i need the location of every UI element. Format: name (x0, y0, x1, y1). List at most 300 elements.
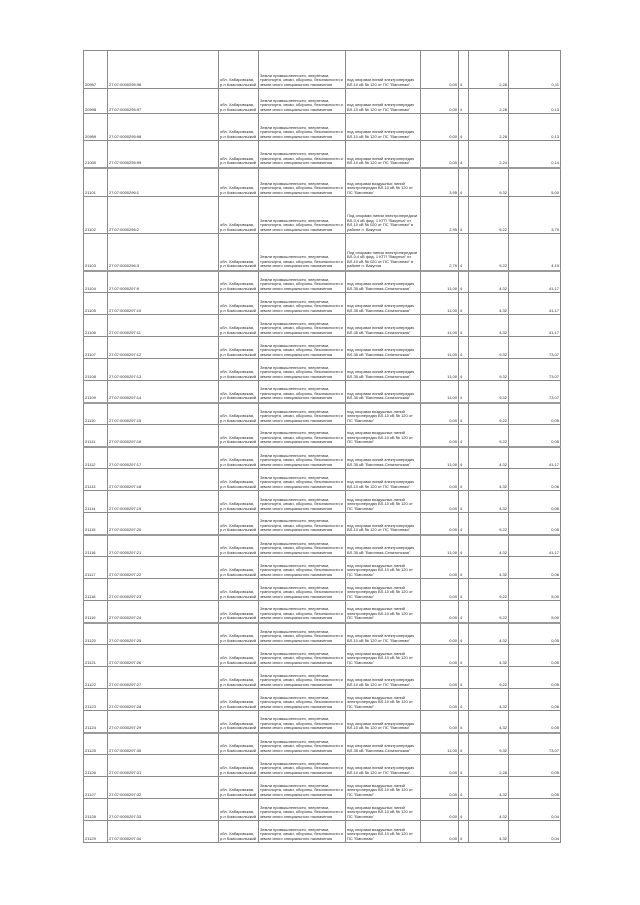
cell-group-code: 4 (459, 601, 469, 623)
cell-cadastral-number: 27:07:0000297:22 (108, 557, 219, 579)
cell-permitted-use: под опорами линий электропередач ВЛ-35 кВ "Вагонная-Селихинская" (346, 447, 421, 469)
cell-rate: 4,32 (469, 557, 509, 579)
cell-rate: 2,28 (469, 114, 509, 141)
cell-location: обл. Хабаровская, р-н Комсомольский (219, 623, 259, 645)
cell-cadastral-number: 27:07:0000297:30 (108, 733, 219, 755)
table-row (84, 315, 561, 337)
cell-rate: 9,22 (469, 425, 509, 447)
cell-location: обл. Хабаровская, р-н Комсомольский (219, 141, 259, 168)
cell-row-id: 21117 (84, 557, 108, 579)
cell-group-code: 4 (459, 359, 469, 381)
cell-area: 11,00 (421, 337, 459, 359)
cell-location: обл. Хабаровская, р-н Комсомольский (219, 601, 259, 623)
cell-area: 0,00 (421, 623, 459, 645)
table-row (84, 689, 561, 711)
cell-rate: 2,28 (469, 89, 509, 114)
table-row (84, 777, 561, 799)
cell-row-id: 21122 (84, 667, 108, 689)
cell-area: 11,00 (421, 447, 459, 469)
cell-row-id: 21121 (84, 645, 108, 667)
cell-group-code: 4 (459, 315, 469, 337)
cell-group-code: 4 (459, 821, 469, 843)
cell-cadastral-number: 27:07:0000297:11 (108, 315, 219, 337)
cell-value: 73,07 (509, 337, 561, 359)
table-row (84, 234, 561, 271)
cell-location: обл. Хабаровская, р-н Комсомольский (219, 114, 259, 141)
cell-permitted-use: под опорами воздушных линий электропередач ВЛ-10 кВ № 120 от ПС "Вагонная" (346, 601, 421, 623)
cell-cadastral-number: 27:07:0000295:98 (108, 114, 219, 141)
cell-group-code: 4 (459, 579, 469, 601)
cell-row-id: 21129 (84, 821, 108, 843)
cell-permitted-use: под опорами линий электропередач ВЛ-35 кВ "Вагонная-Селихинская" (346, 271, 421, 293)
cell-area: 2,95 (421, 197, 459, 234)
table-row (84, 799, 561, 821)
cell-rate: 4,32 (469, 469, 509, 491)
cell-group-code: 4 (459, 755, 469, 777)
table-row (84, 114, 561, 141)
cell-value: 0,14 (509, 141, 561, 168)
cell-group-code: 4 (459, 234, 469, 271)
cell-row-id: 21116 (84, 535, 108, 557)
cell-location: обл. Хабаровская, р-н Комсомольский (219, 799, 259, 821)
cell-land-category: Земли промышленности, энергетики, транспорта, связи, обороны, безопасности и земли иного специального назначения (259, 799, 346, 821)
table-row (84, 821, 561, 843)
cell-value: 0,05 (509, 623, 561, 645)
table-row (84, 733, 561, 755)
cell-cadastral-number: 27:07:0000297:20 (108, 513, 219, 535)
table-row (84, 755, 561, 777)
cell-rate: 9,22 (469, 403, 509, 425)
table-row (84, 293, 561, 315)
cell-value: 0,05 (509, 711, 561, 733)
cell-permitted-use: под опорами воздушных линий электропередач ВЛ-10 кВ № 120 от ПС "Вагонная" (346, 557, 421, 579)
cell-area: 0,00 (421, 491, 459, 513)
cell-rate: 2,28 (469, 755, 509, 777)
cell-row-id: 21123 (84, 689, 108, 711)
cell-group-code: 4 (459, 114, 469, 141)
cell-rate: 4,32 (469, 689, 509, 711)
cell-land-category: Земли промышленности, энергетики, транспорта, связи, обороны, безопасности и земли иного специального назначения (259, 141, 346, 168)
cell-area: 0,00 (421, 689, 459, 711)
cell-value: 0,13 (509, 89, 561, 114)
cell-rate: 4,32 (469, 799, 509, 821)
cell-group-code: 4 (459, 733, 469, 755)
cell-group-code: 4 (459, 403, 469, 425)
cell-rate: 4,32 (469, 711, 509, 733)
cell-rate: 4,32 (469, 645, 509, 667)
cell-location: обл. Хабаровская, р-н Комсомольский (219, 89, 259, 114)
cell-area: 0,00 (421, 114, 459, 141)
cell-rate: 4,32 (469, 271, 509, 293)
cell-row-id: 21124 (84, 711, 108, 733)
table-row (84, 359, 561, 381)
cell-cadastral-number: 27:07:0000296:1 (108, 168, 219, 197)
cell-land-category: Земли промышленности, энергетики, транспорта, связи, обороны, безопасности и земли иного специального назначения (259, 234, 346, 271)
cell-permitted-use: под опорами воздушных линий электропередач ВЛ-10 кВ № 120 от ПС "Вагонная" (346, 403, 421, 425)
cell-row-id: 21112 (84, 447, 108, 469)
cell-row-id: 20998 (84, 89, 108, 114)
cell-value: 73,07 (509, 381, 561, 403)
cell-group-code: 4 (459, 777, 469, 799)
table-row (84, 403, 561, 425)
cell-land-category: Земли промышленности, энергетики, транспорта, связи, обороны, безопасности и земли иного специального назначения (259, 271, 346, 293)
cell-rate: 4,32 (469, 293, 509, 315)
cell-rate: 9,32 (469, 733, 509, 755)
cell-land-category: Земли промышленности, энергетики, транспорта, связи, обороны, безопасности и земли иного специального назначения (259, 601, 346, 623)
cell-land-category: Земли промышленности, энергетики, транспорта, связи, обороны, безопасности и земли иного специального назначения (259, 535, 346, 557)
cell-row-id: 21103 (84, 234, 108, 271)
cell-permitted-use: под опорами воздушных линий электропередач ВЛ-10 кВ № 120 от ПС "Вагонная" (346, 689, 421, 711)
cell-cadastral-number: 27:07:0000297:26 (108, 645, 219, 667)
cell-area: 0,00 (421, 601, 459, 623)
cell-permitted-use: под опорами линий электропередач ВЛ-10 кВ № 120 от ПС "Вагонная" (346, 141, 421, 168)
cell-group-code: 4 (459, 197, 469, 234)
cell-area: 0,00 (421, 89, 459, 114)
cell-group-code: 4 (459, 271, 469, 293)
cell-area: 3,95 (421, 168, 459, 197)
cell-location: обл. Хабаровская, р-н Комсомольский (219, 491, 259, 513)
cell-land-category: Земли промышленности, энергетики, транспорта, связи, обороны, безопасности и земли иного специального назначения (259, 359, 346, 381)
cell-row-id: 21000 (84, 141, 108, 168)
table-row (84, 645, 561, 667)
cell-rate: 9,32 (469, 381, 509, 403)
cell-location: обл. Хабаровская, р-н Комсомольский (219, 271, 259, 293)
cell-land-category: Земли промышленности, энергетики, транспорта, связи, обороны, безопасности и земли иного специального назначения (259, 337, 346, 359)
cell-row-id: 21114 (84, 491, 108, 513)
cell-location: обл. Хабаровская, р-н Комсомольский (219, 425, 259, 447)
cell-land-category: Земли промышленности, энергетики, транспорта, связи, обороны, безопасности и земли иного специального назначения (259, 315, 346, 337)
cell-permitted-use: под опорами линий электропередач ВЛ-35 кВ "Вагонная-Селихинская" (346, 733, 421, 755)
cell-value: 41,17 (509, 271, 561, 293)
cell-value: 5,00 (509, 579, 561, 601)
table-row (84, 513, 561, 535)
cell-land-category: Земли промышленности, энергетики, транспорта, связи, обороны, безопасности и земли иного специального назначения (259, 645, 346, 667)
cell-value: 5,00 (509, 168, 561, 197)
cell-row-id: 21115 (84, 513, 108, 535)
cell-location: обл. Хабаровская, р-н Комсомольский (219, 168, 259, 197)
table-row (84, 381, 561, 403)
cell-value: 0,06 (509, 491, 561, 513)
cell-permitted-use: под опорами линий электропередач ВЛ-10 кВ № 120 от ПС "Вагонная" (346, 667, 421, 689)
cell-area: 2,79 (421, 234, 459, 271)
cell-location: обл. Хабаровская, р-н Комсомольский (219, 197, 259, 234)
cell-location: обл. Хабаровская, р-н Комсомольский (219, 359, 259, 381)
cell-location: обл. Хабаровская, р-н Комсомольский (219, 293, 259, 315)
cell-area: 0,00 (421, 425, 459, 447)
cell-group-code: 4 (459, 447, 469, 469)
cell-permitted-use: под опорами линий электропередач ВЛ-10 кВ № 120 от ПС "Вагонная" (346, 755, 421, 777)
cell-group-code: 4 (459, 168, 469, 197)
cell-group-code: 4 (459, 535, 469, 557)
cell-rate: 4,32 (469, 447, 509, 469)
cell-rate: 4,32 (469, 821, 509, 843)
cell-group-code: 4 (459, 491, 469, 513)
cell-location: обл. Хабаровская, р-н Комсомольский (219, 689, 259, 711)
cell-value: 41,17 (509, 315, 561, 337)
cell-land-category: Земли промышленности, энергетики, транспорта, связи, обороны, безопасности и земли иного специального назначения (259, 293, 346, 315)
cell-rate: 4,32 (469, 777, 509, 799)
table-row (84, 141, 561, 168)
cell-group-code: 4 (459, 425, 469, 447)
cell-row-id: 21101 (84, 168, 108, 197)
cell-area: 11,00 (421, 381, 459, 403)
cell-land-category: Земли промышленности, энергетики, транспорта, связи, обороны, безопасности и земли иного специального назначения (259, 469, 346, 491)
cell-permitted-use: под опорами воздушных линий электропередач ВЛ-10 кВ № 120 от ПС "Вагонная" (346, 799, 421, 821)
cell-group-code: 4 (459, 623, 469, 645)
cell-value: 0,13 (509, 114, 561, 141)
cell-cadastral-number: 27:07:0000296:2 (108, 197, 219, 234)
cell-group-code: 4 (459, 469, 469, 491)
table-row (84, 623, 561, 645)
cell-permitted-use: под опорами линий электропередач ВЛ-10 кВ № 120 от ПС "Вагонная" (346, 51, 421, 89)
cell-row-id: 21126 (84, 755, 108, 777)
cell-row-id: 21120 (84, 623, 108, 645)
cell-rate: 4,32 (469, 315, 509, 337)
cell-location: обл. Хабаровская, р-н Комсомольский (219, 579, 259, 601)
cell-value: 0,11 (509, 51, 561, 89)
table-row (84, 557, 561, 579)
cell-value: 0,04 (509, 821, 561, 843)
table-body (84, 51, 561, 843)
cell-land-category: Земли промышленности, энергетики, транспорта, связи, обороны, безопасности и земли иного специального назначения (259, 623, 346, 645)
cell-area: 0,00 (421, 403, 459, 425)
cell-permitted-use: под опорами линий электропередач ВЛ-10 кВ № 120 от ПС "Вагонная" (346, 711, 421, 733)
cell-cadastral-number: 27:07:0000297:23 (108, 579, 219, 601)
cell-location: обл. Хабаровская, р-н Комсомольский (219, 447, 259, 469)
cell-cadastral-number: 27:07:0000297:33 (108, 799, 219, 821)
cell-cadastral-number: 27:07:0000297:13 (108, 359, 219, 381)
cell-permitted-use: под опорами линий электропередач ВЛ-35 кВ "Вагонная-Селихинская" (346, 337, 421, 359)
cell-row-id: 21104 (84, 271, 108, 293)
cell-value: 4,10 (509, 234, 561, 271)
cell-row-id: 21113 (84, 469, 108, 491)
cell-location: обл. Хабаровская, р-н Комсомольский (219, 557, 259, 579)
table-row (84, 469, 561, 491)
cell-area: 0,00 (421, 579, 459, 601)
cell-permitted-use: под опорами линий электропередач ВЛ-35 кВ "Вагонная-Селихинская" (346, 359, 421, 381)
cell-group-code: 4 (459, 51, 469, 89)
cell-land-category: Земли промышленности, энергетики, транспорта, связи, обороны, безопасности и земли иного специального назначения (259, 777, 346, 799)
cell-cadastral-number: 27:07:0000295:97 (108, 89, 219, 114)
cell-rate: 9,32 (469, 337, 509, 359)
cell-cadastral-number: 27:07:0000297:24 (108, 601, 219, 623)
cell-value: 73,07 (509, 359, 561, 381)
parcels-table (83, 50, 561, 843)
cell-land-category: Земли промышленности, энергетики, транспорта, связи, обороны, безопасности и земли иного специального назначения (259, 51, 346, 89)
cell-value: 0,05 (509, 667, 561, 689)
cell-cadastral-number: 27:07:0000297:29 (108, 711, 219, 733)
cell-value: 3,79 (509, 197, 561, 234)
cell-area: 11,00 (421, 733, 459, 755)
table-row (84, 89, 561, 114)
cell-cadastral-number: 27:07:0000297:25 (108, 623, 219, 645)
cell-area: 0,00 (421, 51, 459, 89)
cell-group-code: 4 (459, 711, 469, 733)
cell-group-code: 4 (459, 337, 469, 359)
cell-land-category: Земли промышленности, энергетики, транспорта, связи, обороны, безопасности и земли иного специального назначения (259, 425, 346, 447)
cell-row-id: 21106 (84, 315, 108, 337)
table-row (84, 337, 561, 359)
cell-location: обл. Хабаровская, р-н Комсомольский (219, 381, 259, 403)
cell-value: 0,04 (509, 799, 561, 821)
cell-row-id: 21119 (84, 601, 108, 623)
cell-area: 0,00 (421, 711, 459, 733)
cell-cadastral-number: 27:07:0000296:3 (108, 234, 219, 271)
cell-location: обл. Хабаровская, р-н Комсомольский (219, 755, 259, 777)
cell-area: 0,00 (421, 821, 459, 843)
cell-location: обл. Хабаровская, р-н Комсомольский (219, 821, 259, 843)
table-row (84, 535, 561, 557)
cell-value: 0,05 (509, 645, 561, 667)
cell-location: обл. Хабаровская, р-н Комсомольский (219, 645, 259, 667)
cell-cadastral-number: 27:07:0000297:18 (108, 469, 219, 491)
table-row (84, 447, 561, 469)
cell-row-id: 21128 (84, 799, 108, 821)
cell-cadastral-number: 27:07:0000297:32 (108, 777, 219, 799)
cell-location: обл. Хабаровская, р-н Комсомольский (219, 711, 259, 733)
cell-group-code: 4 (459, 141, 469, 168)
cell-permitted-use: Под опорами линии электропередачи ВЛ-0,4 кВ фид. 1 КТП "Вакунча" от ВЛ-10 кВ № 020 от ПС "Вагонная" в районе п. Вакунча (346, 234, 421, 271)
cell-rate: 9,32 (469, 168, 509, 197)
table-row (84, 601, 561, 623)
cell-cadastral-number: 27:07:0000297:34 (108, 821, 219, 843)
cell-value: 41,17 (509, 535, 561, 557)
cell-row-id: 21105 (84, 293, 108, 315)
cell-permitted-use: под опорами воздушных линий электропередач ВЛ-10 кВ № 120 от ПС "Вагонная" (346, 425, 421, 447)
cell-land-category: Земли промышленности, энергетики, транспорта, связи, обороны, безопасности и земли иного специального назначения (259, 89, 346, 114)
cell-group-code: 4 (459, 513, 469, 535)
cell-permitted-use: под опорами линий электропередач ВЛ-35 кВ "Вагонная-Селихинская" (346, 535, 421, 557)
table-row (84, 271, 561, 293)
cell-rate: 9,22 (469, 601, 509, 623)
cell-location: обл. Хабаровская, р-н Комсомольский (219, 51, 259, 89)
cell-value: 0,06 (509, 557, 561, 579)
cell-area: 0,00 (421, 799, 459, 821)
cell-land-category: Земли промышленности, энергетики, транспорта, связи, обороны, безопасности и земли иного специального назначения (259, 755, 346, 777)
cell-row-id: 21109 (84, 381, 108, 403)
cell-value: 0,06 (509, 689, 561, 711)
cell-permitted-use: под опорами линий электропередач ВЛ-10 кВ № 120 от ПС "Вагонная" (346, 89, 421, 114)
cell-cadastral-number: 27:07:0000297:19 (108, 491, 219, 513)
table-row (84, 168, 561, 197)
cell-value: 0,05 (509, 777, 561, 799)
cell-row-id: 20999 (84, 114, 108, 141)
cell-location: обл. Хабаровская, р-н Комсомольский (219, 777, 259, 799)
table-row (84, 51, 561, 89)
cell-land-category: Земли промышленности, энергетики, транспорта, связи, обороны, безопасности и земли иного специального назначения (259, 557, 346, 579)
cell-land-category: Земли промышленности, энергетики, транспорта, связи, обороны, безопасности и земли иного специального назначения (259, 689, 346, 711)
cell-group-code: 4 (459, 689, 469, 711)
cell-location: обл. Хабаровская, р-н Комсомольский (219, 535, 259, 557)
cell-rate: 9,22 (469, 513, 509, 535)
table-row (84, 197, 561, 234)
cell-land-category: Земли промышленности, энергетики, транспорта, связи, обороны, безопасности и земли иного специального назначения (259, 711, 346, 733)
cell-area: 0,00 (421, 777, 459, 799)
cell-land-category: Земли промышленности, энергетики, транспорта, связи, обороны, безопасности и земли иного специального назначения (259, 114, 346, 141)
cell-cadastral-number: 27:07:0000297:17 (108, 447, 219, 469)
cell-area: 0,00 (421, 645, 459, 667)
cell-permitted-use: под опорами линий электропередач ВЛ-35 кВ "Вагонная-Селихинская" (346, 315, 421, 337)
cell-row-id: 21127 (84, 777, 108, 799)
cell-rate: 9,32 (469, 359, 509, 381)
cell-location: обл. Хабаровская, р-н Комсомольский (219, 337, 259, 359)
cell-cadastral-number: 27:07:0000297:28 (108, 689, 219, 711)
cell-value: 41,17 (509, 447, 561, 469)
cell-permitted-use: под опорами линий электропередач ВЛ-10 кВ № 120 от ПС "Вагонная" (346, 114, 421, 141)
cell-permitted-use: Под опорами линии электропередачи ВЛ-0,4 кВ фид. 1 КТП "Вакунча" от ВЛ-10 кВ № 020 от ПС "Вагонная" в районе п. Вакунча (346, 197, 421, 234)
cell-row-id: 21102 (84, 197, 108, 234)
cell-land-category: Земли промышленности, энергетики, транспорта, связи, обороны, безопасности и земли иного специального назначения (259, 447, 346, 469)
cell-group-code: 4 (459, 89, 469, 114)
cell-value: 5,00 (509, 601, 561, 623)
table-row (84, 711, 561, 733)
cell-location: обл. Хабаровская, р-н Комсомольский (219, 667, 259, 689)
table-row (84, 425, 561, 447)
cell-rate: 2,24 (469, 141, 509, 168)
cell-rate: 4,32 (469, 535, 509, 557)
cell-area: 11,00 (421, 535, 459, 557)
cell-location: обл. Хабаровская, р-н Комсомольский (219, 403, 259, 425)
cell-cadastral-number: 27:07:0000297:9 (108, 271, 219, 293)
cell-permitted-use: под опорами линий электропередач ВЛ-10 кВ № 120 от ПС "Вагонная" (346, 513, 421, 535)
cell-permitted-use: под опорами воздушных линий электропередач ВЛ-10 кВ № 120 от ПС "Вагонная" (346, 579, 421, 601)
cell-value: 0,05 (509, 513, 561, 535)
cell-land-category: Земли промышленности, энергетики, транспорта, связи, обороны, безопасности и земли иного специального назначения (259, 733, 346, 755)
cell-row-id: 21125 (84, 733, 108, 755)
table-row (84, 667, 561, 689)
cell-location: обл. Хабаровская, р-н Комсомольский (219, 234, 259, 271)
cell-rate: 4,32 (469, 623, 509, 645)
cell-rate: 2,28 (469, 51, 509, 89)
cell-land-category: Земли промышленности, энергетики, транспорта, связи, обороны, безопасности и земли иного специального назначения (259, 821, 346, 843)
cell-area: 0,00 (421, 469, 459, 491)
cell-area: 0,00 (421, 513, 459, 535)
cell-permitted-use: под опорами воздушных линий электропередач ВЛ-10 кВ № 120 от ПС "Вагонная" (346, 491, 421, 513)
cell-land-category: Земли промышленности, энергетики, транспорта, связи, обороны, безопасности и земли иного специального назначения (259, 168, 346, 197)
cell-value: 0,06 (509, 469, 561, 491)
cell-location: обл. Хабаровская, р-н Комсомольский (219, 513, 259, 535)
cell-permitted-use: под опорами воздушных линий электропередач ВЛ-10 кВ № 120 от ПС "Вагонная" (346, 821, 421, 843)
cell-location: обл. Хабаровская, р-н Комсомольский (219, 469, 259, 491)
cell-group-code: 4 (459, 799, 469, 821)
cell-row-id: 21111 (84, 425, 108, 447)
cell-rate: 9,22 (469, 667, 509, 689)
cell-location: обл. Хабаровская, р-н Комсомольский (219, 733, 259, 755)
cell-rate: 9,22 (469, 197, 509, 234)
cell-cadastral-number: 27:07:0000297:31 (108, 755, 219, 777)
cell-permitted-use: под опорами линий электропередач ВЛ-10 кВ № 120 от ПС "Вагонная" (346, 469, 421, 491)
cell-land-category: Земли промышленности, энергетики, транспорта, связи, обороны, безопасности и земли иного специального назначения (259, 667, 346, 689)
table-row (84, 491, 561, 513)
cell-value: 0,05 (509, 403, 561, 425)
cell-permitted-use: под опорами линий электропередач ВЛ-10 кВ № 120 от ПС "Вагонная" (346, 623, 421, 645)
cell-cadastral-number: 27:07:0000295:96 (108, 51, 219, 89)
cell-permitted-use: под опорами линий электропередач ВЛ-35 кВ "Вагонная-Селихинская" (346, 293, 421, 315)
cell-rate: 9,22 (469, 579, 509, 601)
cell-rate: 9,22 (469, 234, 509, 271)
cell-area: 0,00 (421, 557, 459, 579)
cell-group-code: 4 (459, 381, 469, 403)
cell-cadastral-number: 27:07:0000297:15 (108, 403, 219, 425)
cell-area: 11,00 (421, 359, 459, 381)
cell-row-id: 20997 (84, 51, 108, 89)
cell-area: 0,00 (421, 141, 459, 168)
cell-value: 0,05 (509, 425, 561, 447)
table-row (84, 579, 561, 601)
cell-location: обл. Хабаровская, р-н Комсомольский (219, 315, 259, 337)
cell-area: 11,00 (421, 315, 459, 337)
cell-area: 11,00 (421, 271, 459, 293)
